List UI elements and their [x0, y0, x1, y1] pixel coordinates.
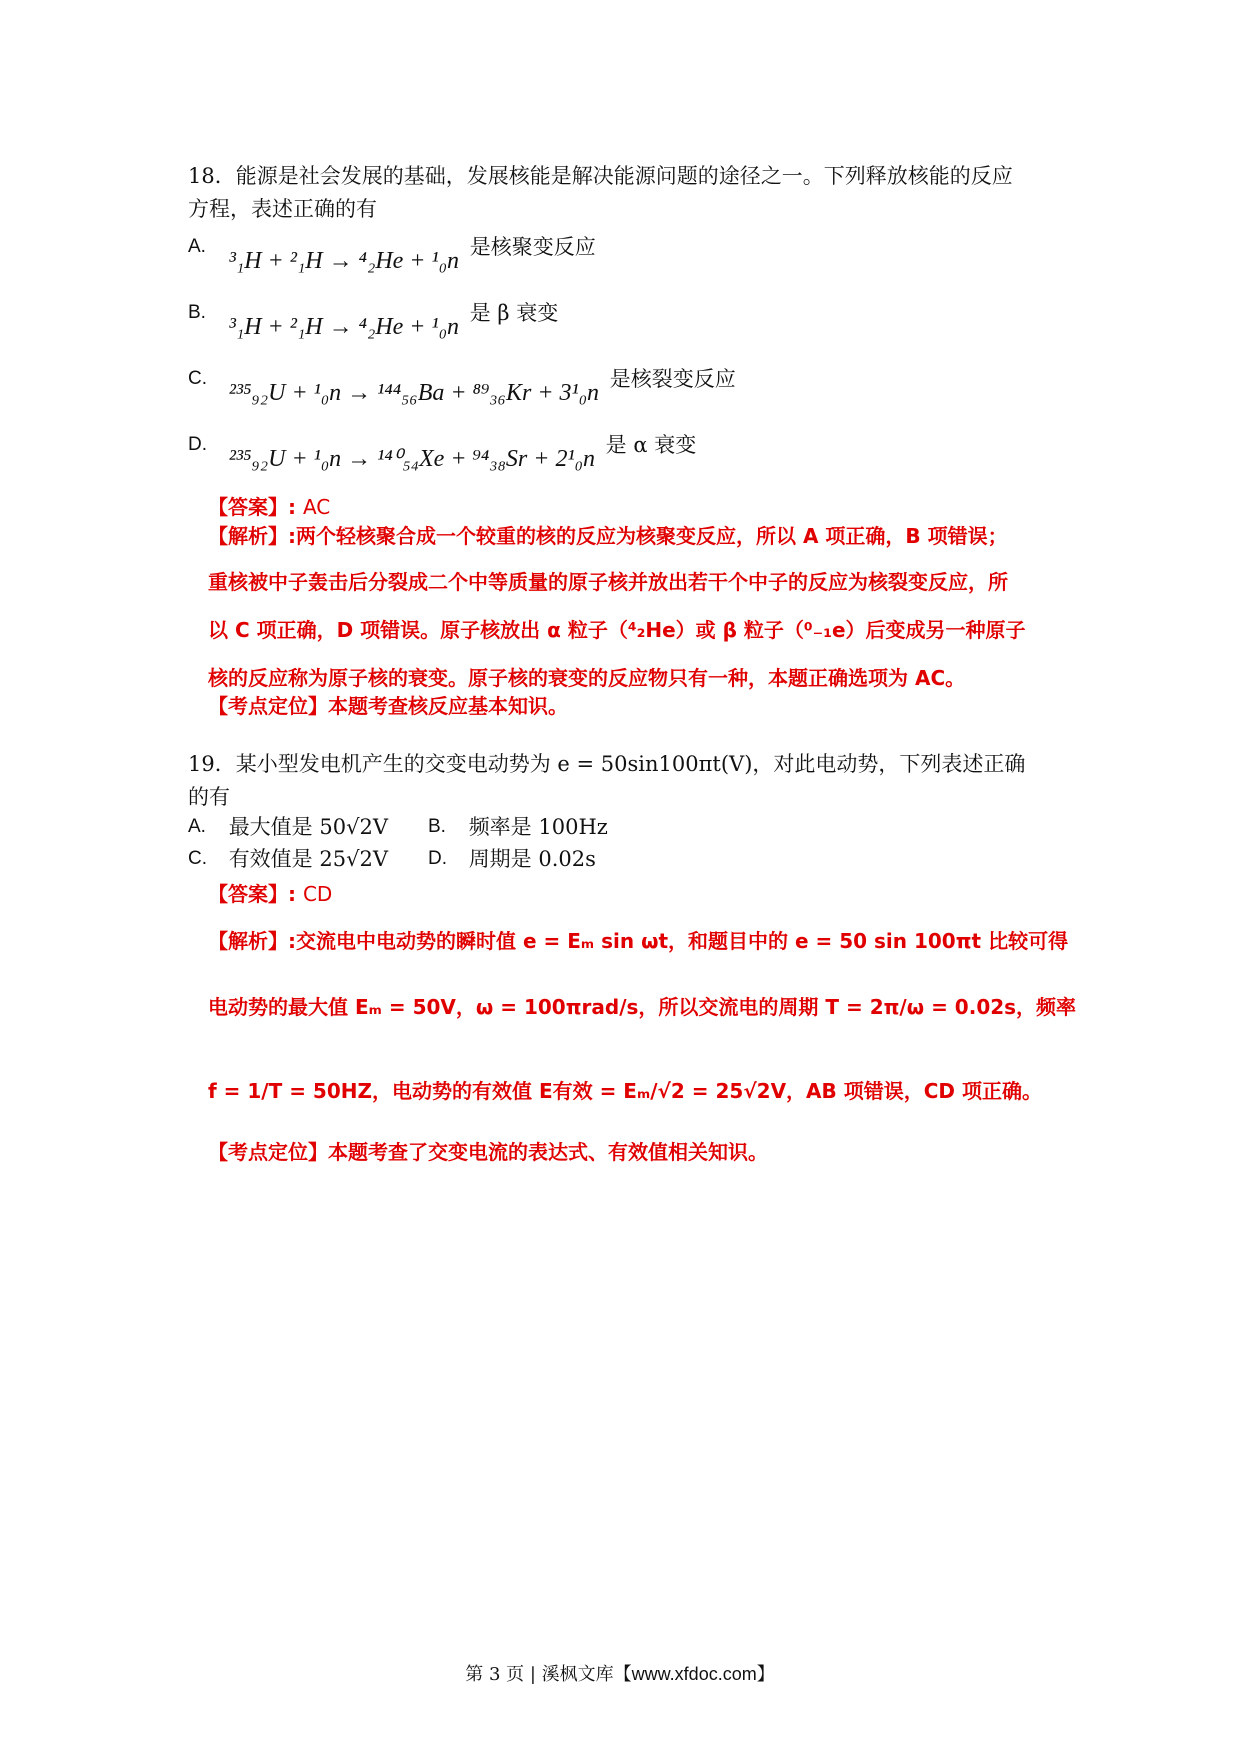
q18-stem-line1: 18．能源是社会发展的基础，发展核能是解决能源问题的途径之一。下列释放核能的反应 [188, 164, 1013, 188]
equation: ²³⁵₉₂U + ¹₀n → ¹⁴⁰₅₄Xe + ⁹⁴₃₈Sr + 2¹₀n [228, 446, 595, 472]
option-text: 频率是 100Hz [468, 815, 608, 839]
q19-option-c [188, 844, 388, 874]
analysis-text: 交流电中电动势的瞬时值 e = Eₘ sin ωt，和题目中的 e = 50 sin 100πt 比较可得 [296, 929, 1069, 953]
analysis-label: 【解析】: [208, 929, 296, 953]
option-label: A. [188, 236, 206, 257]
q18-option-c [188, 364, 736, 408]
q19-option-b [428, 812, 608, 842]
option-label: B. [428, 816, 446, 837]
option-label: A. [188, 816, 206, 837]
answer-value: AC [302, 495, 331, 519]
footer-page: 第 3 页 | 溪枫文库【 [465, 1664, 632, 1685]
point-label: 【考点定位】 [208, 1140, 328, 1164]
q18-point [208, 684, 568, 728]
q19-stem [188, 748, 1068, 814]
equation: ²³⁵₉₂U + ¹₀n → ¹⁴⁴₅₆Ba + ⁸⁹₃₆Kr + 3¹₀n [228, 380, 600, 406]
analysis-line-4: 核的反应称为原子核的衰变。原子核的衰变的反应物只有一种，本题正确选项为 AC。 [208, 666, 966, 690]
q19-point [208, 1130, 768, 1174]
q18-option-d [188, 430, 696, 474]
q18-option-a [188, 232, 596, 276]
option-text: 最大值是 50√2V [228, 815, 388, 839]
analysis-line-3: 以 C 项正确，D 项错误。原子核放出 α 粒子（⁴₂He）或 β 粒子（⁰₋₁e）后变成另一种原子 [208, 618, 1026, 642]
analysis-line-3: f = 1/T = 50HZ，电动势的有效值 E有效 = Eₘ/√2 = 25√2V，AB 项错误，CD 项正确。 [208, 1079, 1042, 1103]
option-text: 是 β 衰变 [469, 301, 559, 325]
point-text: 本题考查核反应基本知识。 [328, 694, 568, 718]
answer-label: 【答案】: [208, 882, 296, 906]
option-label: C. [188, 368, 207, 389]
analysis-text: 两个轻核聚合成一个较重的核的反应为核聚变反应，所以 A 项正确，B 项错误； [296, 524, 1008, 548]
option-text: 有效值是 25√2V [228, 847, 388, 871]
analysis-line-1 [208, 520, 1008, 549]
footer-close: 】 [756, 1664, 775, 1685]
q18-analysis [208, 520, 1078, 710]
option-label: C. [188, 848, 207, 869]
analysis-line-2: 重核被中子轰击后分裂成二个中等质量的原子核并放出若干个中子的反应为核裂变反应，所 [208, 570, 1008, 594]
footer-url: www.xfdoc.com [631, 1664, 757, 1684]
analysis-label: 【解析】: [208, 524, 296, 548]
q18-stem-line2: 方程，表述正确的有 [188, 197, 377, 221]
q18-option-b [188, 298, 558, 342]
answer-value: CD [302, 882, 333, 906]
point-text: 本题考查了交变电流的表达式、有效值相关知识。 [328, 1140, 768, 1164]
point-label: 【考点定位】 [208, 694, 328, 718]
page-footer [0, 1660, 1240, 1686]
equation: ³₁H + ²₁H → ⁴₂He + ¹₀n [228, 314, 460, 340]
q18-stem [188, 160, 1068, 226]
q19-answer [208, 872, 332, 916]
option-text: 周期是 0.02s [468, 847, 596, 871]
q19-option-d [428, 844, 596, 874]
q19-stem-line1: 19．某小型发电机产生的交变电动势为 e = 50sin100πt(V)，对此电动势，下列表述正确 [188, 752, 1026, 776]
q19-stem-line2: 的有 [188, 785, 230, 809]
analysis-line-2: 电动势的最大值 Eₘ = 50V，ω = 100πrad/s，所以交流电的周期 T = 2π/ω = 0.02s，频率 [208, 995, 1077, 1019]
option-text: 是核聚变反应 [469, 235, 596, 259]
answer-label: 【答案】: [208, 495, 296, 519]
option-label: D. [428, 848, 447, 869]
option-label: D. [188, 434, 207, 455]
q19-option-a [188, 812, 388, 842]
equation: ³₁H + ²₁H → ⁴₂He + ¹₀n [228, 248, 460, 274]
q19-analysis [208, 925, 1078, 1135]
option-text: 是核裂变反应 [609, 367, 736, 391]
option-text: 是 α 衰变 [605, 433, 697, 457]
option-label: B. [188, 302, 206, 323]
analysis-line-1 [208, 925, 1068, 954]
